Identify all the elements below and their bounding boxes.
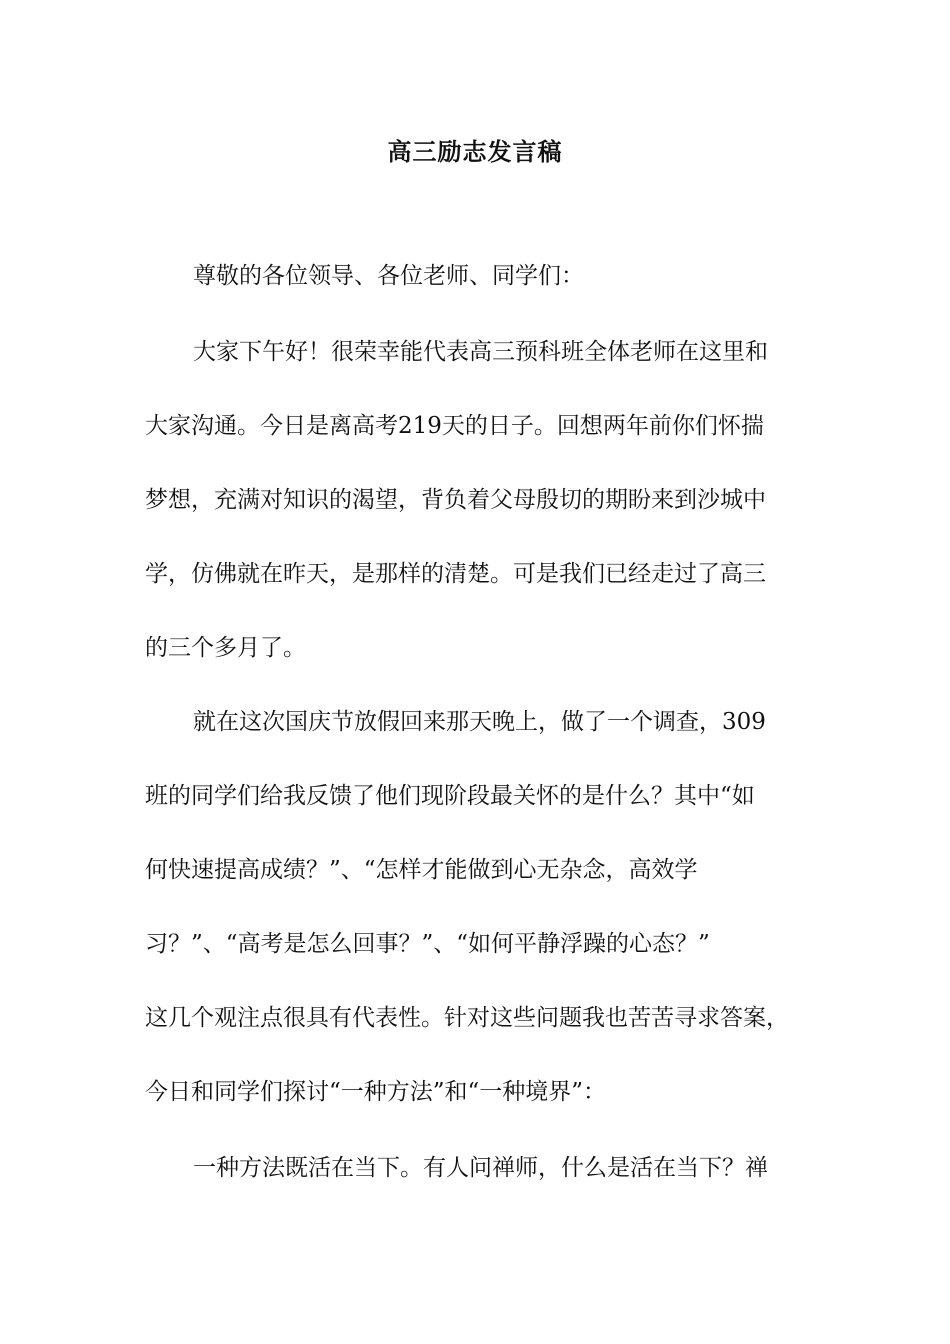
paragraph-line: 今日和同学们探讨“一种方法”和“一种境界”： [145, 1079, 607, 1105]
paragraph-line: 班的同学们给我反馈了他们现阶段最关怀的是什么？其中“如 [145, 783, 755, 809]
paragraph-line: 这几个观注点很具有代表性。针对这些问题我也苦苦寻求答案， [145, 1005, 789, 1031]
document-title: 高三励志发言稿 [387, 138, 563, 166]
paragraph-line: 一种方法既活在当下。有人问禅师，什么是活在当下？禅 [193, 1155, 768, 1181]
salutation-line: 尊敬的各位领导、各位老师、同学们： [193, 263, 584, 289]
paragraph-line: 就在这次国庆节放假回来那天晚上，做了一个调查，309 [193, 709, 766, 735]
paragraph-line: 大家下午好！很荣幸能代表高三预科班全体老师在这里和 [193, 339, 768, 365]
paragraph-line: 学，仿佛就在昨天，是那样的清楚。可是我们已经走过了高三 [145, 561, 766, 587]
paragraph-line: 习？”、“高考是怎么回事？”、“如何平静浮躁的心态？” [145, 931, 710, 957]
paragraph-line: 的三个多月了。 [145, 635, 306, 661]
paragraph-line: 大家沟通。今日是离高考219天的日子。回想两年前你们怀揣 [145, 413, 764, 439]
paragraph-line: 梦想，充满对知识的渴望，背负着父母殷切的期盼来到沙城中 [145, 487, 766, 513]
paragraph-line: 何快速提高成绩？”、“怎样才能做到心无杂念，高效学 [145, 857, 698, 883]
